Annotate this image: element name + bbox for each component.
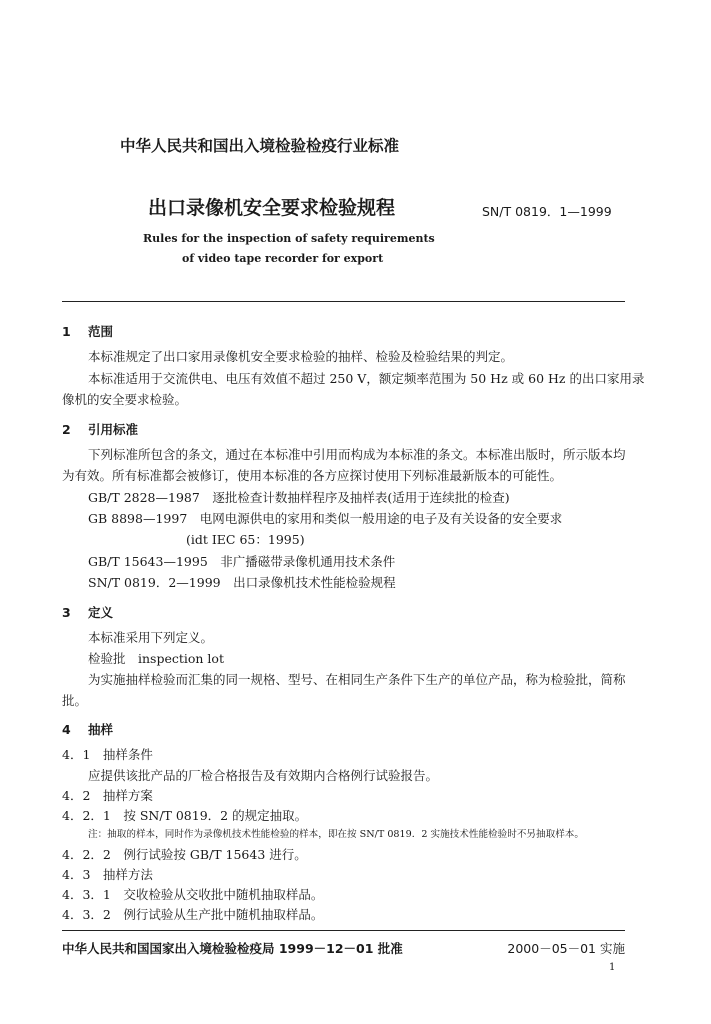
doc-title-cn: 出口录像机安全要求检验规程 [148, 197, 396, 219]
clause-heading: 4．2 抽样方案 [62, 788, 153, 803]
clause-heading: 4．3 抽样方法 [62, 867, 153, 882]
header-divider [62, 301, 625, 302]
section-2-heading [62, 420, 138, 438]
paragraph: 为实施抽样检验而汇集的同一规格、型号、在相同生产条件下生产的单位产品，称为检验批，简称 [88, 672, 626, 687]
paragraph: 应提供该批产品的厂检合格报告及有效期内合格例行试验报告。 [88, 768, 439, 783]
page-number: 1 [609, 962, 616, 973]
clause-item: 4．3．2 例行试验从生产批中随机抽取样品。 [62, 907, 324, 922]
paragraph: 本标准采用下列定义。 [88, 630, 214, 645]
reference-item: SN/T 0819．2—1999 出口录像机技术性能检验规程 [88, 575, 396, 590]
reference-item: GB/T 15643—1995 非广播磁带录像机通用技术条件 [88, 554, 396, 569]
section-number: 2 [62, 422, 71, 437]
section-title: 抽样 [88, 722, 114, 737]
paragraph: 为有效。所有标准都会被修订，使用本标准的各方应探讨使用下列标准最新版本的可能性。 [62, 468, 563, 483]
paragraph: 本标准适用于交流供电、电压有效值不超过 250 V，额定频率范围为 50 Hz 或 60 Hz 的出口家用录 [88, 371, 645, 386]
clause-heading: 4．1 抽样条件 [62, 747, 153, 762]
section-1-heading [62, 322, 113, 340]
section-title: 范围 [88, 324, 114, 339]
reference-item: (idt IEC 65：1995) [186, 532, 305, 547]
section-number: 1 [62, 324, 71, 339]
standard-number: SN/T 0819．1—1999 [482, 204, 612, 219]
approval-info: 中华人民共和国国家出入境检验检疫局 1999－12－01 批准 [62, 941, 403, 956]
implementation-date: 2000－05－01 实施 [507, 941, 625, 956]
section-number: 3 [62, 605, 71, 620]
clause-item: 4．2．2 例行试验按 GB/T 15643 进行。 [62, 847, 307, 862]
org-title: 中华人民共和国出入境检验检疫行业标准 [120, 137, 400, 155]
reference-item: GB/T 2828—1987 逐批检查计数抽样程序及抽样表(适用于连续批的检查) [88, 490, 510, 505]
paragraph: 批。 [62, 693, 88, 708]
clause-item: 4．3．1 交收检验从交收批中随机抽取样品。 [62, 887, 324, 902]
doc-title-en-line2: of video tape recorder for export [182, 252, 384, 265]
definition-term: 检验批 inspection lot [88, 651, 224, 666]
note: 注：抽取的样本，同时作为录像机技术性能检验的样本，即在按 SN/T 0819．2 实施技术性能检验时不另抽取样本。 [88, 829, 584, 840]
clause-item: 4．2．1 按 SN/T 0819．2 的规定抽取。 [62, 808, 308, 823]
section-number: 4 [62, 722, 71, 737]
doc-title-en-line1: Rules for the inspection of safety requirements [143, 232, 435, 245]
section-title: 定义 [88, 605, 114, 620]
paragraph: 下列标准所包含的条文，通过在本标准中引用而构成为本标准的条文。本标准出版时，所示版本均 [88, 447, 626, 462]
section-3-heading [62, 603, 113, 621]
section-title: 引用标准 [88, 422, 139, 437]
paragraph: 本标准规定了出口家用录像机安全要求检验的抽样、检验及检验结果的判定。 [88, 349, 514, 364]
footer-divider [62, 930, 625, 931]
section-4-heading [62, 720, 113, 738]
paragraph: 像机的安全要求检验。 [62, 392, 188, 407]
reference-item: GB 8898—1997 电网电源供电的家用和类似一般用途的电子及有关设备的安全要求 [88, 511, 563, 526]
